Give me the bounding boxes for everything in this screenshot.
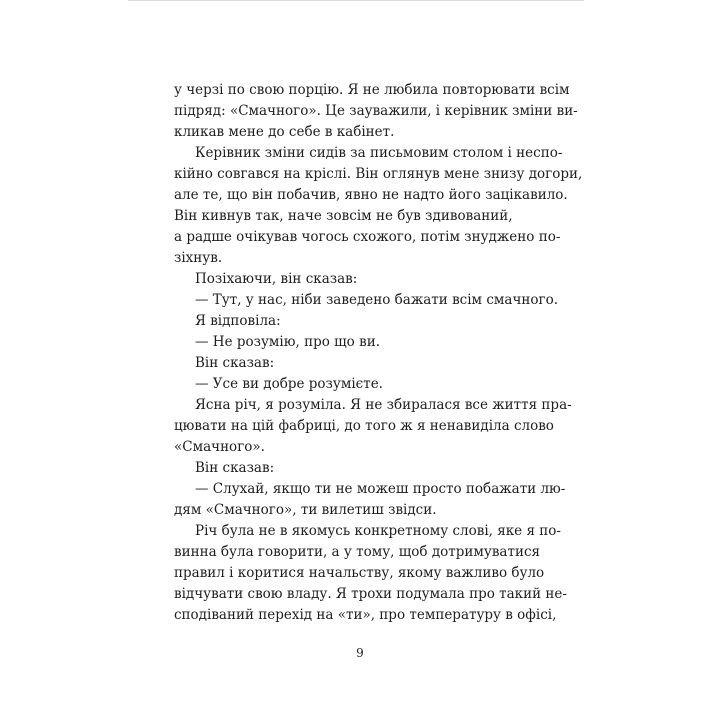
text-line: але те, що він побачив, явно не надто його зацікавило. <box>174 187 568 203</box>
text-line: зіхнув. <box>174 250 223 266</box>
text-line: винна була говорити, а у тому, щоб дотримуватися <box>174 544 541 560</box>
text-line: «Смачного». <box>174 439 265 455</box>
text-line: — Усе ви добре розумієте. <box>195 376 383 392</box>
text-line: а радше очікував чогось схожого, потім знуджено по- <box>174 229 561 245</box>
text-line: правил і коритися начальству, якому важливо було <box>174 565 545 581</box>
text-line: Він сказав: <box>195 460 275 476</box>
text-line: Він кивнув так, наче зовсім не був здивований, <box>174 208 513 224</box>
text-line: Ясна річ, я розуміла. Я не збиралася все життя пра- <box>195 397 572 413</box>
page-number: 9 <box>356 646 364 660</box>
text-line: дям «Смачного», ти вилетиш звідси. <box>174 502 437 518</box>
text-line: відчувати свою владу. Я трохи подумала про такий не- <box>174 586 567 602</box>
text-line: Позіхаючи, він сказав: <box>195 271 358 287</box>
body-text <box>174 80 583 626</box>
text-line: — Не розумію, про що ви. <box>195 334 380 350</box>
text-line: цювати на цій фабриці, до того ж я ненавиділа слово <box>174 418 554 434</box>
text-line: у черзі по свою порцію. Я не любила повторювати всім <box>174 82 570 98</box>
text-line: кликав мене до себе в кабінет. <box>174 124 395 140</box>
text-line: кійно совгався на кріслі. Він оглянув мене знизу догори, <box>174 166 583 182</box>
text-line: Керівник зміни сидів за письмовим столом і неспо- <box>195 145 563 161</box>
text-line: — Слухай, якщо ти не можеш просто побажати лю- <box>195 481 566 497</box>
text-line: Я відповіла: <box>195 313 281 329</box>
text-line: підряд: «Смачного». Це зауважили, і керівник зміни ви- <box>174 103 578 119</box>
text-line: Річ була не в якомусь конкретному слові, яке я по- <box>195 523 561 539</box>
text-line: Він сказав: <box>195 355 275 371</box>
text-line: сподіваний перехід на «ти», про температуру в офісі, <box>174 607 557 623</box>
text-line: — Тут, у нас, ніби заведено бажати всім смачного. <box>195 292 558 308</box>
page-edge-line <box>128 0 584 1</box>
